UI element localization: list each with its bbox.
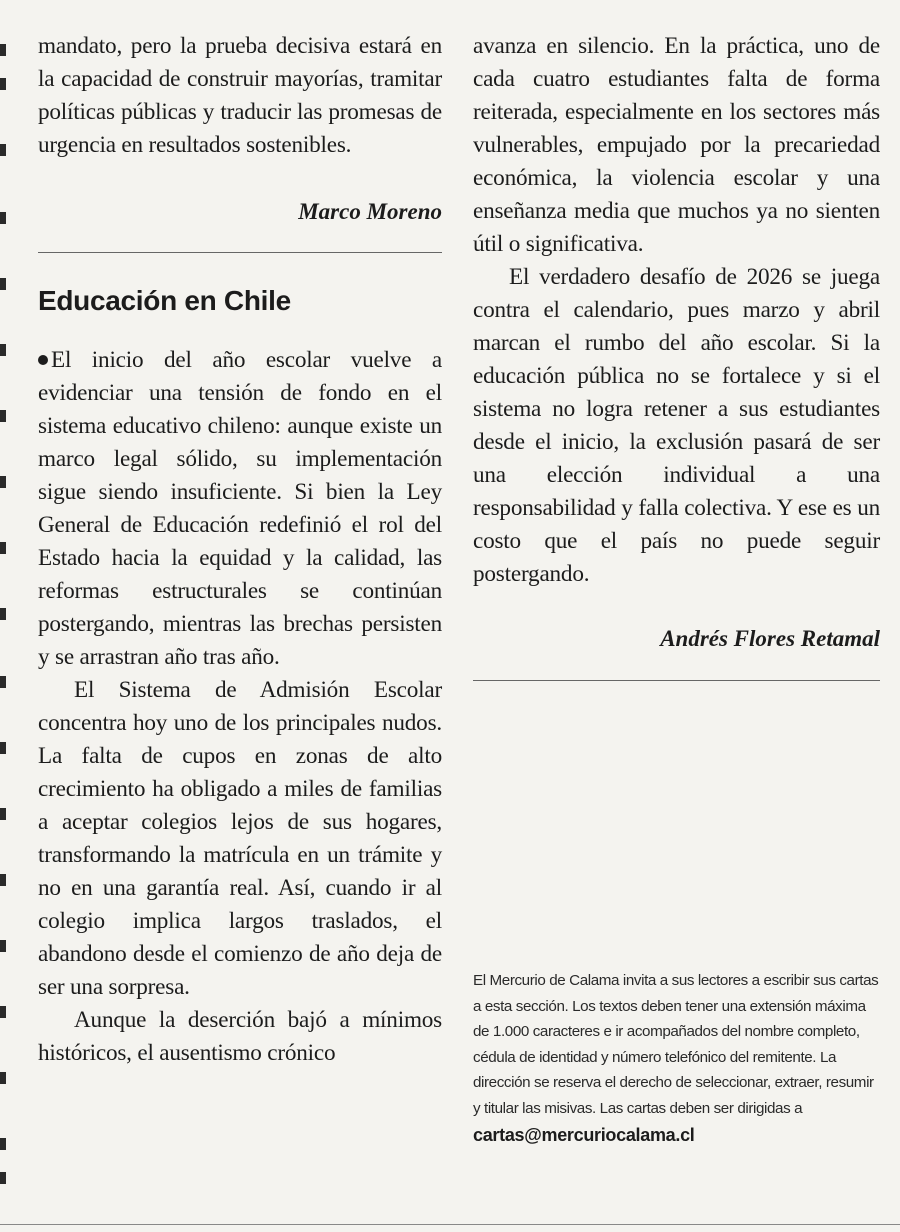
letter-paragraph: avanza en silencio. En la práctica, uno de cada cuatro estudiantes falta de forma reiterada, especialmente en los sectores más vulnerables, empujado por la precariedad económica, la violencia escolar y una enseñanza media que muchos ya no sienten útil o significativa. bbox=[473, 33, 880, 257]
edge-fragment bbox=[0, 542, 6, 554]
edge-fragment bbox=[0, 874, 6, 886]
notice-text: El Mercurio de Calama invita a sus lectores a escribir sus cartas a esta sección. Los textos deben tener una extensión máxima de 1.000 caracteres e ir acompañados del nombre completo, cédula de identidad y número telefónico del remitente. La dirección se reserva el derecho de seleccionar, extraer, resumir y titular las misivas. Las cartas deben ser dirigidas a bbox=[473, 972, 879, 1117]
divider bbox=[473, 680, 880, 681]
letter-paragraph: El Sistema de Admisión Escolar concentra hoy uno de los principales nudos. La falta de cupos en zonas de alto crecimiento ha obligado a miles de familias a aceptar colegios lejos de sus hogares, transformando la matrícula en un trámite y no en una garantía real. Así, cuando ir al colegio implica largos traslados, el abandono desde el comienzo de año deja de ser una sorpresa. bbox=[38, 677, 442, 1000]
edge-fragment bbox=[0, 608, 6, 620]
bullet-icon bbox=[38, 355, 48, 365]
edge-fragment bbox=[0, 1138, 6, 1150]
letter-signature: Andrés Flores Retamal bbox=[660, 626, 880, 651]
edge-fragment bbox=[0, 78, 6, 90]
edge-fragment bbox=[0, 144, 6, 156]
divider bbox=[38, 252, 442, 253]
letter-paragraph: El verdadero desafío de 2026 se juega contra el calendario, pues marzo y abril marcan el rumbo del año escolar. Si la educación pública no se fortalece y si el sistema no logra retener a sus estudiantes desde el inicio, la exclusión pasará de ser una elección individual a una responsabilidad y falla colectiva. Y ese es un costo que el país no puede seguir postergando. bbox=[473, 264, 880, 587]
previous-letter-signature: Marco Moreno bbox=[298, 199, 442, 224]
edge-fragment bbox=[0, 1006, 6, 1018]
edge-fragment bbox=[0, 1172, 6, 1184]
letter-headline: Educación en Chile bbox=[38, 285, 291, 316]
edge-fragment bbox=[0, 1072, 6, 1084]
edge-fragment bbox=[0, 676, 6, 688]
edge-fragment bbox=[0, 278, 6, 290]
letter-paragraph: Aunque la deserción bajó a mínimos históricos, el ausentismo crónico bbox=[38, 1007, 442, 1066]
left-column bbox=[38, 30, 442, 1070]
edge-fragment bbox=[0, 940, 6, 952]
edge-fragment bbox=[0, 476, 6, 488]
letter-paragraph: El inicio del año escolar vuelve a evidenciar una tensión de fondo en el sistema educativo chileno: aunque existe un marco legal sólido, su implementación sigue siendo insuficiente. Si bien la Ley General de Educación redefinió el rol del Estado hacia la equidad y la calidad, las reformas estructurales se continúan postergando, mientras las brechas persisten y se arrastran año tras año. bbox=[38, 347, 442, 670]
previous-letter-ending: mandato, pero la prueba decisiva estará en la capacidad de construir mayorías, tramitar políticas públicas y traducir las promesas de urgencia en resultados sostenibles. bbox=[38, 33, 442, 158]
edge-fragment bbox=[0, 808, 6, 820]
edge-fragment bbox=[0, 212, 6, 224]
edge-fragment bbox=[0, 410, 6, 422]
right-column bbox=[473, 30, 880, 681]
contact-email[interactable]: cartas@mercuriocalama.cl bbox=[473, 1125, 695, 1145]
edge-fragment bbox=[0, 344, 6, 356]
edge-fragment bbox=[0, 44, 6, 56]
bottom-divider bbox=[0, 1224, 900, 1225]
edge-fragment bbox=[0, 742, 6, 754]
submission-notice bbox=[473, 968, 883, 1150]
